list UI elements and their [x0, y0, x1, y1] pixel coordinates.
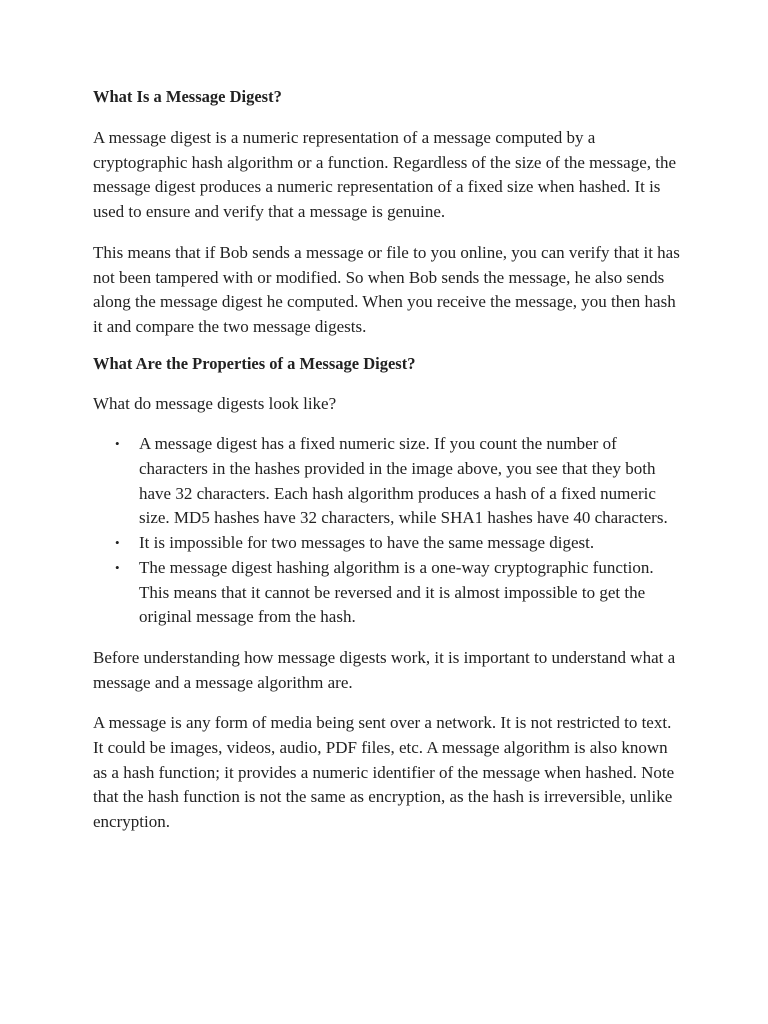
list-item — [93, 531, 683, 556]
paragraph-message-definition: A message is any form of media being sent over a network. It is not restricted to text. It could be images, videos, audio, PDF files, etc. A message algorithm is also known as a hash function; it provides a numeric identifier of the message when hashed. Note that the hash function is not the same as encryption, as the hash is irreversible, unlike encryption. — [93, 713, 675, 832]
section-heading-properties: What Are the Properties of a Message Digest? — [93, 353, 416, 373]
bullet-icon: • — [115, 436, 120, 452]
list-item-text: The message digest hashing algorithm is a one-way cryptographic function. This means that it cannot be reversed and it is almost impossible to get the original message from the hash. — [139, 557, 654, 627]
paragraph-definition: A message digest is a numeric representation of a message computed by a cryptographic hash algorithm or a function. Regardless of the size of the message, the message digest produces a numeric representation of a fixed size when hashed. It is used to ensure and verify that a message is genuine. — [93, 128, 677, 222]
paragraph-bob-example: This means that if Bob sends a message or file to you online, you can verify that it has not been tampered with or modified. So when Bob sends the message, he also sends along the message digest he computed. When you receive the message, you then hash it and compare the two message digests. — [93, 242, 680, 336]
list-item-text: It is impossible for two messages to have the same message digest. — [139, 533, 595, 553]
bullet-icon: • — [115, 535, 120, 551]
list-item-text: A message digest has a fixed numeric size. If you count the number of characters in the hashes provided in the image above, you see that they both have 32 characters. Each hash algorithm produces a hash of a fixed numeric size. MD5 hashes have 32 characters, while SHA1 hashes have 40 characters. — [139, 434, 668, 528]
paragraph-before-understanding: Before understanding how message digests work, it is important to understand what a message and a message algorithm are. — [93, 647, 676, 692]
list-item — [93, 432, 683, 531]
properties-list — [93, 432, 683, 630]
section-heading-message-digest: What Is a Message Digest? — [93, 87, 282, 106]
document-page — [93, 87, 683, 835]
bullet-icon: • — [115, 559, 120, 575]
list-item — [93, 556, 683, 630]
paragraph-question: What do message digests look like? — [93, 393, 337, 413]
